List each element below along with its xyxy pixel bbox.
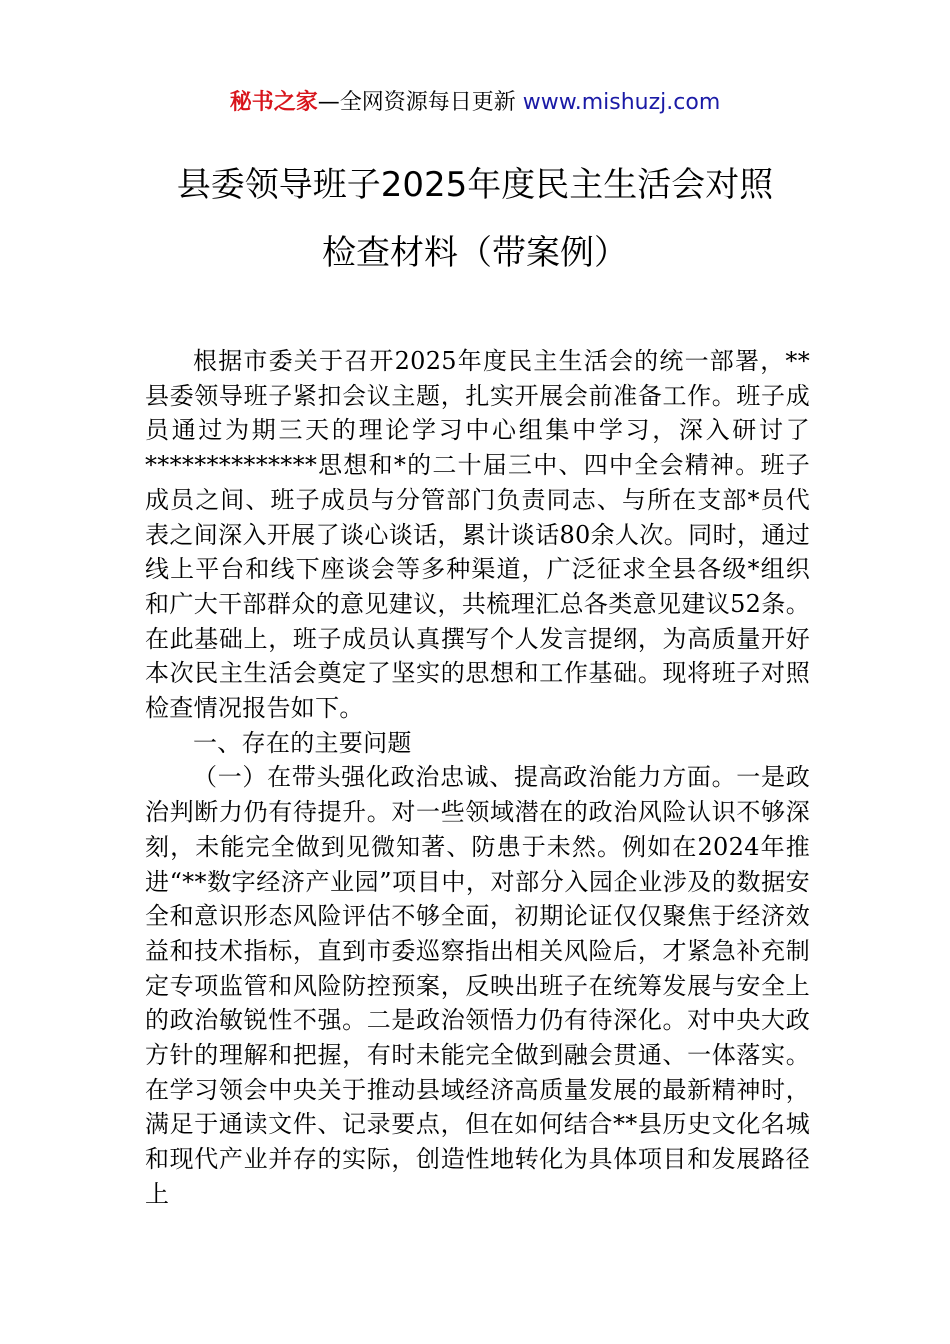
intro-paragraph: 根据市委关于召开2025年度民主生活会的统一部署，**县委领导班子紧扣会议主题，扎实开展会前准备工作。班子成员通过为期三天的理论学习中心组集中学习，深入研讨了**************思想和*的二十届三中、四中全会精神。班子成员之间、班子成员与分管部门负责同志、与所在支部*员代表之间深入开展了谈心谈话，累计谈话80余人次。同时，通过线上平台和线下座谈会等多种渠道，广泛征求全县各级*组织和广大干部群众的意见建议，共梳理汇总各类意见建议52条。在此基础上，班子成员认真撰写个人发言提纲，为高质量开好本次民主生活会奠定了坚实的思想和工作基础。现将班子对照检查情况报告如下。 — [145, 347, 810, 723]
header-slogan: 全网资源每日更新 — [339, 90, 523, 115]
problem-paragraph: （一）在带头强化政治忠诚、提高政治能力方面。一是政治判断力仍有待提升。对一些领域潜在的政治风险认识不够深刻，未能完全做到见微知著、防患于未然。例如在2024年推进“**数字经济产业园”项目中，对部分入园企业涉及的数据安全和意识形态风险评估不够全面，初期论证仅仅聚焦于经济效益和技术指标，直到市委巡察指出相关风险后，才紧急补充制定专项监管和风险防控预案，反映出班子在统筹发展与安全上的政治敏锐性不强。二是政治领悟力仍有待深化。对中央大政方针的理解和把握，有时未能完全做到融会贯通、一体落实。在学习领会中央关于推动县域经济高质量发展的最新精神时，满足于通读文件、记录要点，但在如何结合**县历史文化名城和现代产业并存的实际，创造性地转化为具体项目和发展路径上 — [145, 763, 810, 1208]
site-header — [0, 88, 950, 118]
section-heading: 一、存在的主要问题 — [193, 728, 412, 757]
document-title-line-1: 县委领导班子2025年度民主生活会对照 — [176, 165, 774, 205]
header-dash: — — [317, 90, 340, 115]
brand-name: 秘书之家 — [229, 90, 318, 115]
document-title-line-2: 检查材料（带案例） — [322, 233, 628, 273]
document-body — [145, 344, 810, 1212]
site-url-link[interactable]: www.mishuzj.com — [522, 90, 721, 115]
